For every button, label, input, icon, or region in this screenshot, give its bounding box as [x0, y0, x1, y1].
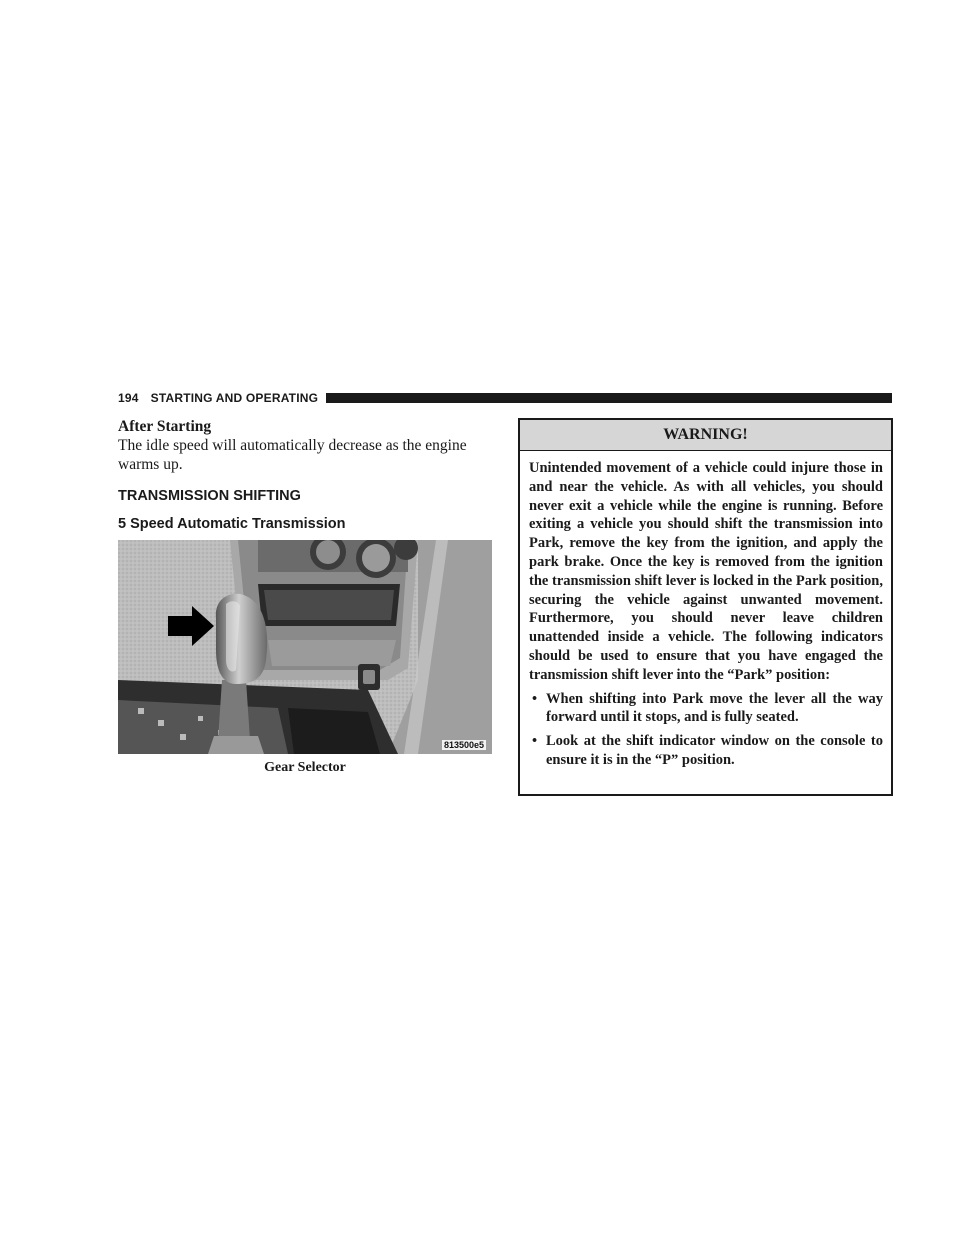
header-rule [326, 393, 892, 403]
warning-bullet-list [529, 690, 883, 770]
warning-text: Unintended movement of a vehicle could injure those in and near the vehicle. As with all vehicles, you should never exit a vehicle while the engine is running. Before exiting a vehicle you should shift the transmission into Park, remove the key from the ignition, and apply the park brake. Once the key is removed from the ignition the transmission shift lever is locked in the Park position, securing the vehicle against unwanted movement. Furthermore, you should never leave children unattended inside a vehicle. The following indicators should be used to ensure that you have engaged the transmission shift lever into the “Park” position: [529, 460, 883, 683]
figure-caption: Gear Selector [264, 760, 346, 775]
transmission-shifting-heading: TRANSMISSION SHIFTING [118, 488, 301, 504]
warning-bullet [529, 690, 883, 728]
page-header [118, 390, 892, 406]
warning-bullet-text: Look at the shift indicator window on the console to ensure it is in the “P” position. [546, 733, 883, 768]
warning-bullet-text: When shifting into Park move the lever all the way forward until it stops, and is fully seated. [546, 690, 883, 726]
warning-bullet [529, 732, 883, 770]
gear-selector-illustration [118, 540, 492, 754]
warning-title: WARNING! [520, 420, 891, 451]
section-title: STARTING AND OPERATING [150, 391, 319, 405]
bullet-icon: • [532, 690, 538, 707]
page-number: 194 [118, 391, 139, 405]
warning-body [520, 451, 891, 770]
after-starting-heading: After Starting [118, 418, 212, 435]
left-column [118, 417, 493, 775]
warning-box [518, 418, 893, 796]
figure-id: 813500e5 [443, 740, 484, 750]
after-starting-text: The idle speed will automatically decrease as the engine warms up. [118, 437, 467, 473]
gear-selector-figure [118, 540, 492, 754]
automatic-transmission-subheading: 5 Speed Automatic Transmission [118, 516, 346, 532]
bullet-icon: • [532, 733, 538, 750]
